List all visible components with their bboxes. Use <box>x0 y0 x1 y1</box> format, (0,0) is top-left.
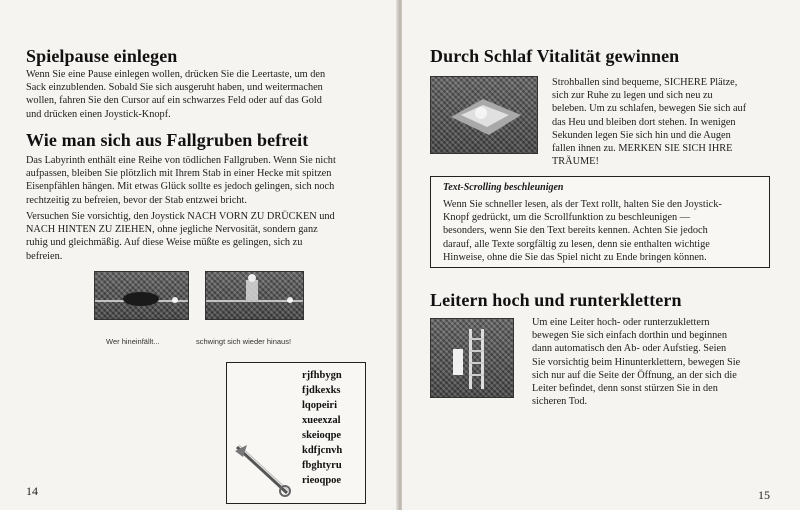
text-line: Leiter befindet, denn sonst stürzen Sie in den <box>532 383 718 395</box>
text-line: Eisenpfählen hängen. Mit etwas Glück sollte es jedoch gelingen, sich noch <box>26 181 335 193</box>
sleep-screenshot <box>430 76 538 154</box>
scroll-tip-box <box>430 176 770 268</box>
text-line: Sekunden legen Sie sich hin und die Augen <box>552 129 731 141</box>
left-page <box>0 0 398 510</box>
ladder-scene-image <box>431 319 513 397</box>
text-line: rechtzeitig zu befreien, bevor der Stab entzwei bricht. <box>26 194 247 206</box>
text-line: und drücken einen Joystick-Knopf. <box>26 108 171 120</box>
text-line: Versuchen Sie vorsichtig, den Joystick NACH VORN ZU DRÜCKEN und <box>26 211 335 222</box>
text-line: fallen ihnen zu. MERKEN SIE SICH IHRE <box>552 143 733 155</box>
pits-heading: Wie man sich aus Fallgruben befreit <box>26 130 309 150</box>
text-line: sich nur auf die Seite der Öffnung, an der sich die <box>532 369 737 381</box>
page-number-left: 14 <box>26 484 38 498</box>
scroll-tip-text <box>443 198 765 264</box>
pit-scene-image <box>206 272 303 319</box>
text-line: Um eine Leiter hoch- oder runterzuklettern <box>532 317 710 328</box>
code-word: kdfjcnvh <box>302 445 343 456</box>
text-line: bewegen Sie sich einfach dorthin und beginnen <box>532 330 728 342</box>
ladders-paragraph <box>532 316 782 408</box>
text-line: ruhig und gleichmäßig. Auf diese Weise müßte es gelingen, sich zu <box>26 237 303 249</box>
hay-bale-image <box>431 77 537 153</box>
caption-escaping: schwingt sich wieder hinaus! <box>196 337 292 346</box>
page-number-right: 15 <box>758 488 770 502</box>
code-word: skeioqpe <box>302 430 342 441</box>
code-word: rjfhbygn <box>302 370 342 381</box>
text-line: NACH HINTEN ZU ZIEHEN, ohne jegliche Nervosität, sondern ganz <box>26 224 318 236</box>
text-line: das Heu und bleiben dort stehen. In wenigen <box>552 116 736 128</box>
text-line: Hinweise, ohne die Sie das Spiel nicht zu Ende bringen können. <box>443 251 707 263</box>
text-line: Knopf gedrückt, um die Scrollfunktion zu beschleunigen — <box>443 212 691 224</box>
ladders-heading: Leitern hoch und runterklettern <box>430 290 682 310</box>
code-word-list <box>302 368 342 488</box>
pit-screenshot-falling <box>94 271 189 320</box>
code-word: lqopeiri <box>302 400 338 411</box>
pits-paragraph-1 <box>26 154 386 207</box>
text-line: beleben. Um zu schlafen, bewegen Sie sich auf <box>552 103 747 115</box>
text-line: Strohballen sind bequeme, SICHERE Plätze, <box>552 77 738 88</box>
staff-icon <box>233 443 293 498</box>
code-word: rieoqpoe <box>302 475 342 486</box>
pit-screenshot-escaping <box>205 271 304 320</box>
code-word: fjdkexks <box>302 385 341 396</box>
text-line: Wenn Sie eine Pause einlegen wollen, drücken Sie die Leertaste, um den <box>26 69 326 80</box>
right-page <box>402 0 800 510</box>
pause-paragraph <box>26 68 376 121</box>
caption-falling: Wer hineinfällt... <box>106 337 160 346</box>
text-line: Das Labyrinth enthält eine Reihe von tödlichen Fallgruben. Wenn Sie nicht <box>26 155 336 166</box>
code-word: fbghtyru <box>302 460 342 471</box>
text-line: dann automatisch den Ab- oder Aufstieg. Seien <box>532 343 727 355</box>
sleep-heading: Durch Schlaf Vitalität gewinnen <box>430 46 680 66</box>
text-line: Sie vorsichtig beim Hinunterklettern, bewegen Sie <box>532 356 741 368</box>
pause-heading: Spielpause einlegen <box>26 46 178 66</box>
sleep-paragraph <box>552 76 782 168</box>
code-word-box <box>226 362 366 504</box>
text-line: aufpassen, bleiben Sie plötzlich mit Ihrem Stab in einer Hecke mit spitzen <box>26 168 332 180</box>
text-line: besonders, wenn Sie den Text bereits kennen. Achten Sie jedoch <box>443 225 708 237</box>
code-word: xueexzal <box>302 415 341 426</box>
pit-scene-image <box>95 272 188 319</box>
text-line: TRÄUME! <box>552 156 599 168</box>
text-line: sich zur Ruhe zu legen und sich neu zu <box>552 90 713 102</box>
ladder-screenshot <box>430 318 514 398</box>
pits-paragraph-2 <box>26 210 386 263</box>
text-line: Sack einzublenden. Sobald Sie sich ausgeruht haben, und weitermachen <box>26 82 323 94</box>
text-line: wollen, fahren Sie den Cursor auf ein schwarzes Feld oder auf das Gold <box>26 95 322 107</box>
text-line: Wenn Sie schneller lesen, als der Text rollt, halten Sie den Joystick- <box>443 199 722 210</box>
scroll-tip-title: Text-Scrolling beschleunigen <box>443 182 564 193</box>
text-line: sicheren Tod. <box>532 396 588 408</box>
text-line: befreien. <box>26 250 63 262</box>
text-line: darauf, alle Texte sorgfältig zu lesen, denn sie enthalten wichtige <box>443 238 710 250</box>
